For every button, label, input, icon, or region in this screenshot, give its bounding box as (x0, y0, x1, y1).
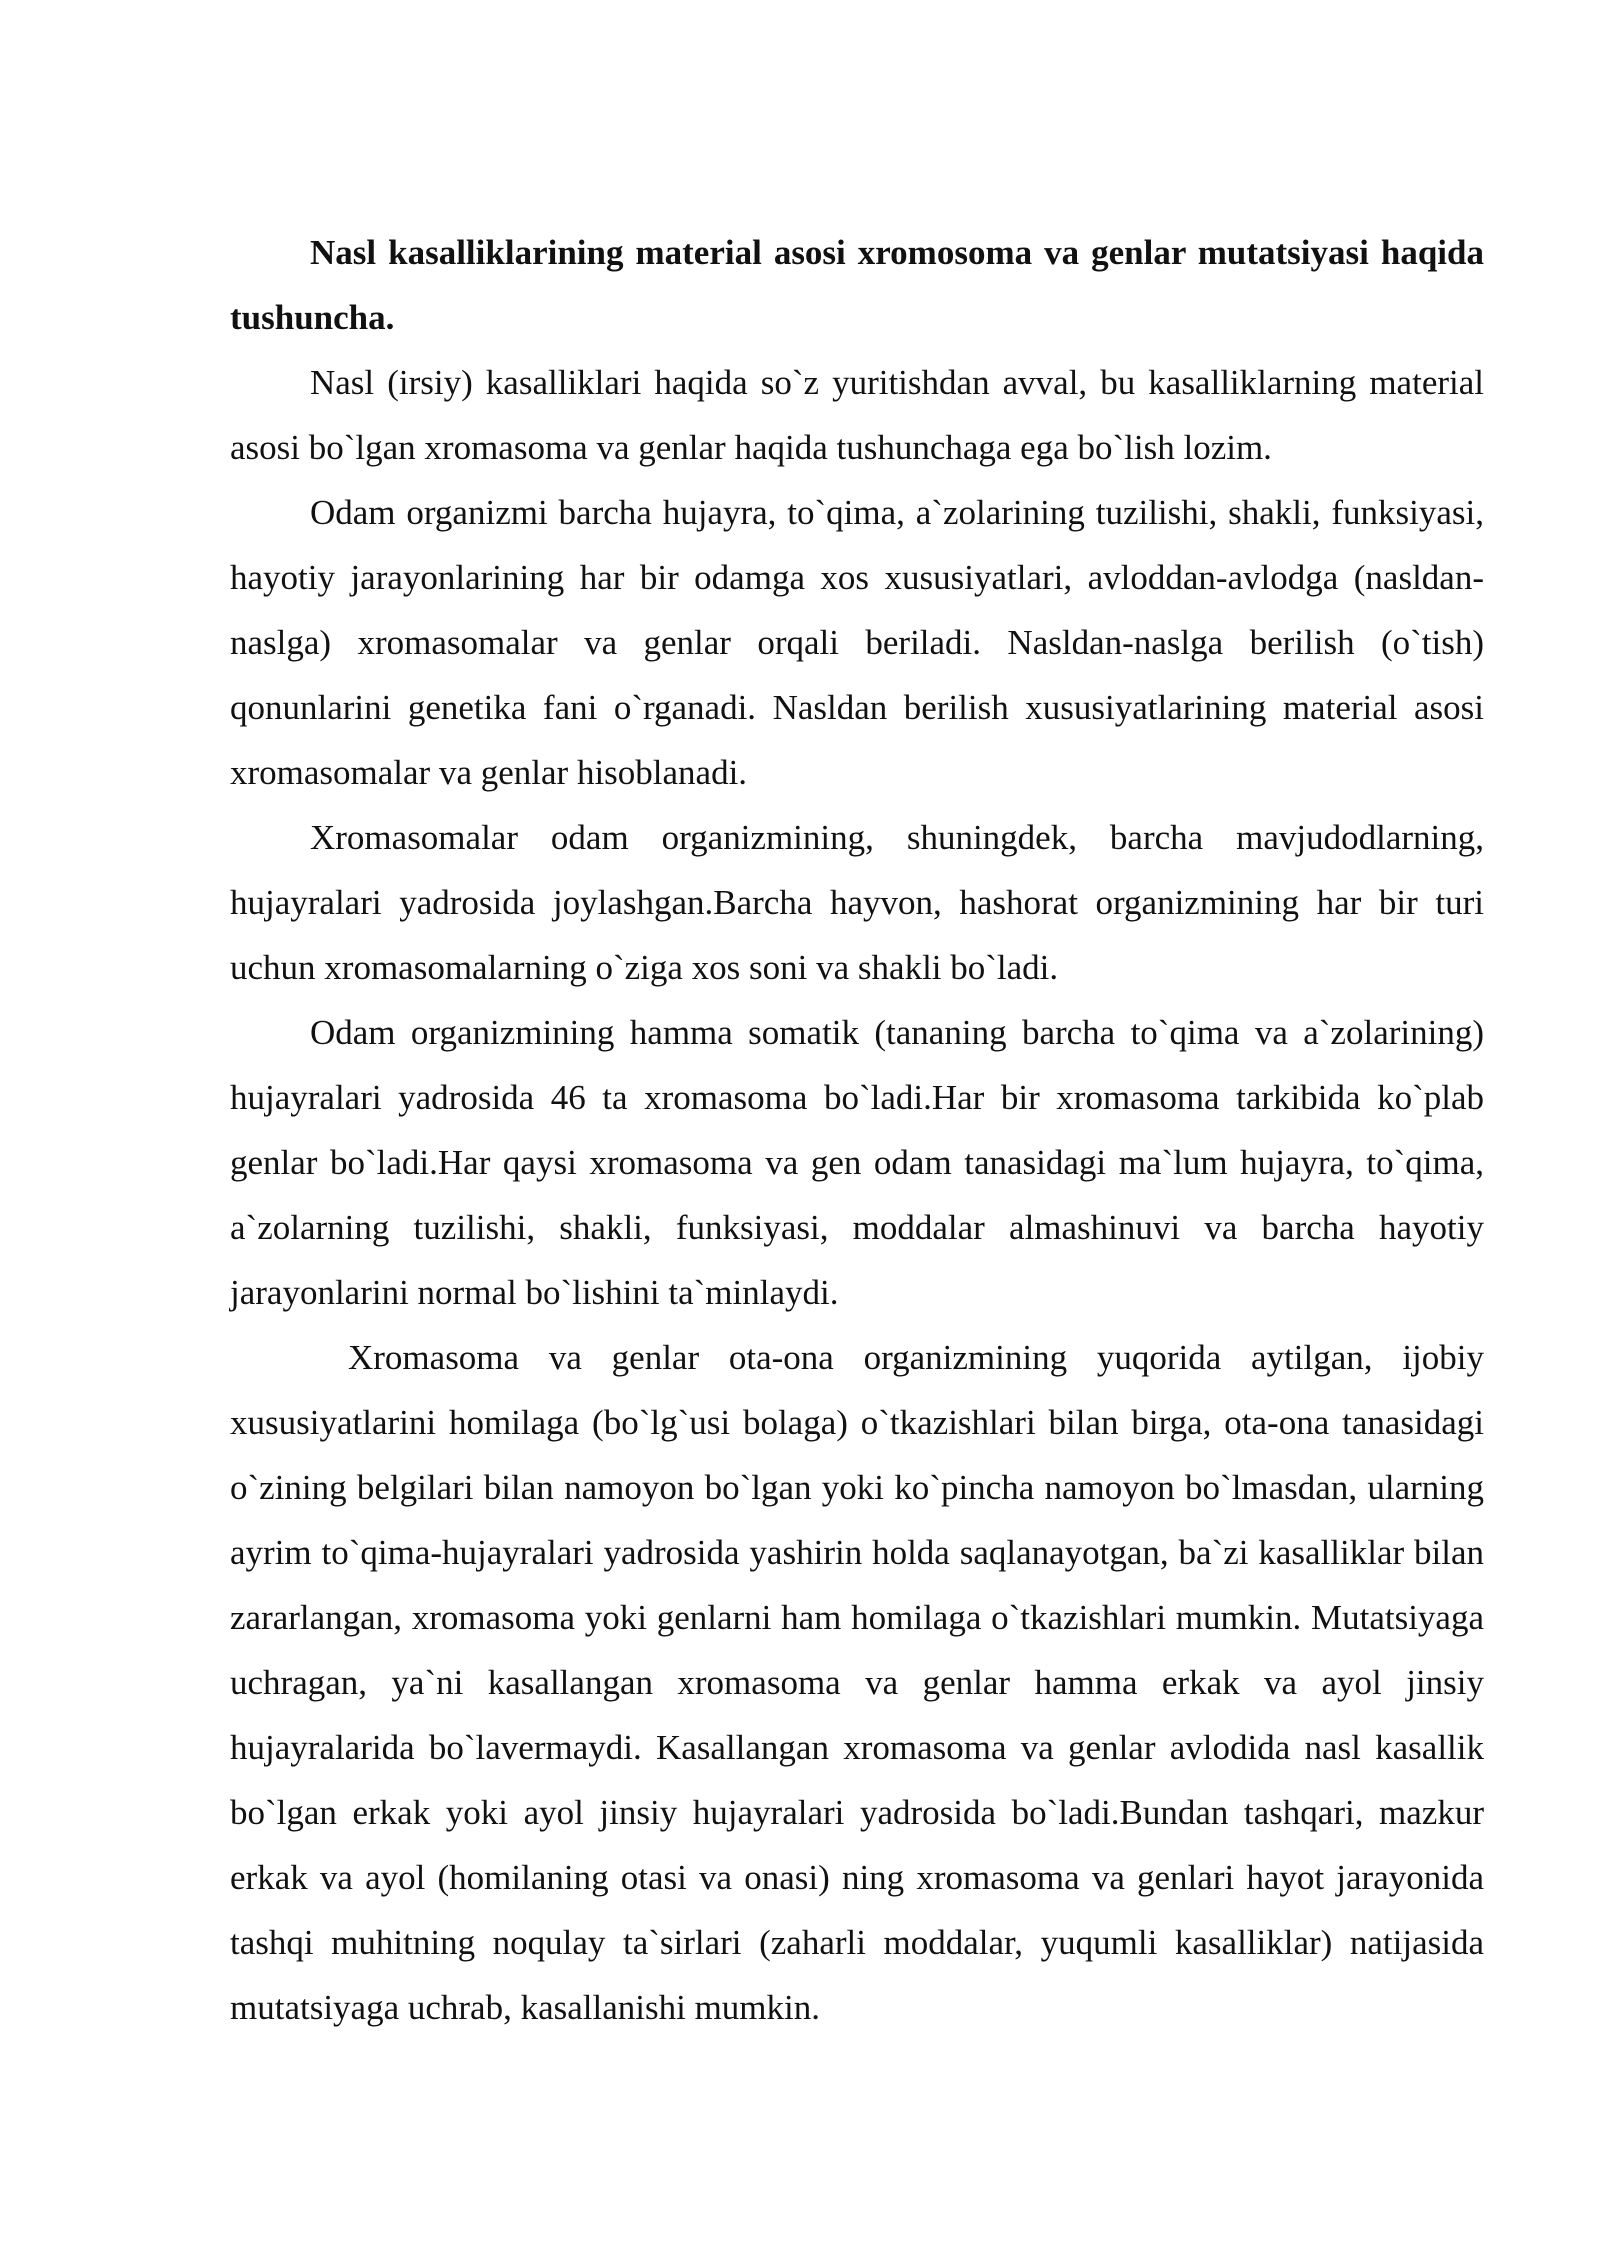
paragraph-4: Odam organizmining hamma somatik (tananing barcha to`qima va a`zolarining) hujayralari yadrosida 46 ta xromasoma bo`ladi.Har bir xromasoma tarkibida ko`plab genlar bo`ladi.Har qaysi xromasoma va gen odam tanasidagi ma`lum hujayra, to`qima, a`zolarning tuzilishi, shakli, funksiyasi, moddalar almashinuvi va barcha hayotiy jarayonlarini normal bo`lishini ta`minlaydi. (230, 1013, 1484, 1312)
paragraph-3: Xromasomalar odam organizmining, shuningdek, barcha mavjudodlarning, hujayralari yadrosida joylashgan.Barcha hayvon, hashorat organizmining har bir turi uchun xromasomalarning o`ziga xos soni va shakli bo`ladi. (230, 818, 1484, 987)
document-heading: Nasl kasalliklarining material asosi xromosoma va genlar mutatsiyasi haqida tushuncha. (230, 233, 1484, 337)
paragraph-2: Odam organizmi barcha hujayra, to`qima, a`zolarining tuzilishi, shakli, funksiyasi, hayotiy jarayonlarining har bir odamga xos xususiyatlari, avloddan-avlodga (nasldan-naslga) xromasomalar va genlar orqali beriladi. Nasldan-naslga berilish (o`tish) qonunlarini genetika fani o`rganadi. Nasldan berilish xususiyatlarining material asosi xromasomalar va genlar hisoblanadi. (230, 493, 1484, 792)
document-page (230, 220, 1484, 2040)
paragraph-1: Nasl (irsiy) kasalliklari haqida so`z yuritishdan avval, bu kasalliklarning material asosi bo`lgan xromasoma va genlar haqida tushunchaga ega bo`lish lozim. (230, 363, 1484, 467)
paragraph-5: Xromasoma va genlar ota-ona organizmining yuqorida aytilgan, ijobiy xususiyatlarini homilaga (bo`lg`usi bolaga) o`tkazishlari bilan birga, ota-ona tanasidagi o`zining belgilari bilan namoyon bo`lgan yoki ko`pincha namoyon bo`lmasdan, ularning ayrim to`qima-hujayralari yadrosida yashirin holda saqlanayotgan, ba`zi kasalliklar bilan zararlangan, xromasoma yoki genlarni ham homilaga o`tkazishlari mumkin. Mutatsiyaga uchragan, ya`ni kasallangan xromasoma va genlar hamma erkak va ayol jinsiy hujayralarida bo`lavermaydi. Kasallangan xromasoma va genlar avlodida nasl kasallik bo`lgan erkak yoki ayol jinsiy hujayralari yadrosida bo`ladi.Bundan tashqari, mazkur erkak va ayol (homilaning otasi va onasi) ning xromasoma va genlari hayot jarayonida tashqi muhitning noqulay ta`sirlari (zaharli moddalar, yuqumli kasalliklar) natijasida mutatsiyaga uchrab, kasallanishi mumkin. (230, 1338, 1484, 2027)
